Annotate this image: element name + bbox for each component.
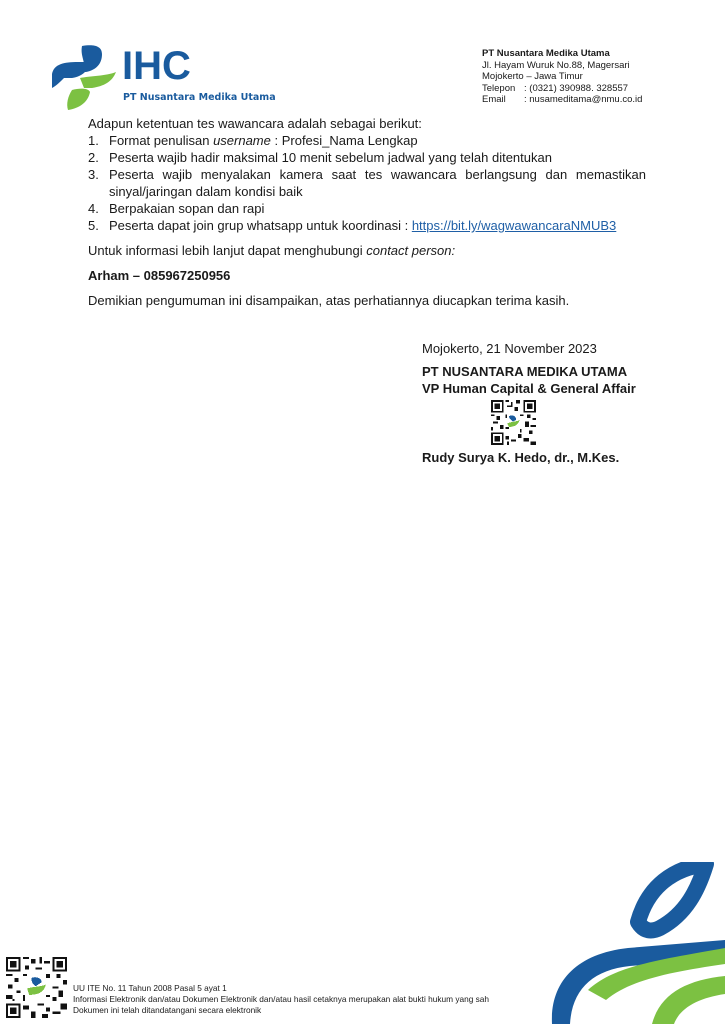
ihc-logo-icon (50, 42, 120, 112)
address-line-2: Mojokerto – Jawa Timur (482, 71, 583, 83)
signer-name: Rudy Surya K. Hedo, dr., M.Kes. (422, 450, 620, 465)
rule-item (88, 166, 646, 200)
info-prefix: Untuk informasi lebih lanjut dapat menghubungi (88, 243, 367, 258)
rule-number: 1. (88, 133, 99, 148)
info-text (88, 242, 646, 259)
rule-text-suffix: : Profesi_Nama Lengkap (270, 133, 418, 148)
rule-item (88, 200, 646, 217)
rule-number: 3. (88, 167, 99, 182)
rule-number: 5. (88, 218, 99, 233)
rule-text: Format penulisan (109, 133, 214, 148)
rule-text: Peserta wajib menyalakan kamera saat tes wawancara berlangsung dan memastikan sinyal/jaringan dalam kondisi baik (109, 167, 646, 199)
rule-item (88, 217, 646, 234)
email-label: Email (482, 94, 506, 106)
signature-block (422, 340, 636, 397)
rule-number: 4. (88, 201, 99, 216)
info-italic: contact person: (366, 243, 456, 258)
logo-subtitle: PT Nusantara Medika Utama (123, 92, 276, 103)
rule-text: Peserta dapat join grup whatsapp untuk koordinasi : (109, 218, 412, 233)
signature-position: VP Human Capital & General Affair (422, 381, 636, 396)
signature-qr-code-icon (491, 400, 536, 445)
phone-row (482, 83, 642, 95)
rule-text: Peserta wajib hadir maksimal 10 menit sebelum jadwal yang telah ditentukan (109, 150, 552, 165)
phone-label: Telepon (482, 82, 516, 94)
logo-wordmark: IHC (122, 44, 191, 88)
rule-italic-text: username (213, 133, 271, 148)
closing-text: Demikian pengumuman ini disampaikan, atas perhatiannya diucapkan terima kasih. (88, 293, 570, 308)
rules-list (88, 132, 646, 234)
contact-person: Arham – 085967250956 (88, 268, 231, 283)
company-name: PT Nusantara Medika Utama (482, 48, 610, 59)
rule-text: Berpakaian sopan dan rapi (109, 201, 265, 216)
place-date: Mojokerto, 21 November 2023 (422, 341, 597, 356)
company-address-block (482, 48, 642, 106)
footer-legal-text (73, 983, 489, 1015)
rule-item (88, 132, 646, 149)
phone-value: : (0321) 390988. 328557 (524, 82, 629, 94)
letter-body (88, 115, 646, 309)
footer-line-1: UU ITE No. 11 Tahun 2008 Pasal 5 ayat 1 (73, 983, 227, 993)
footer-line-2: Informasi Elektronik dan/atau Dokumen Elektronik dan/atau hasil cetaknya merupakan alat bukti hukum yang sah (73, 993, 489, 1004)
signature-company: PT NUSANTARA MEDIKA UTAMA (422, 364, 628, 379)
email-row (482, 94, 642, 106)
rule-number: 2. (88, 150, 99, 165)
footer-qr-code-icon (6, 957, 67, 1018)
whatsapp-group-link[interactable]: https://bit.ly/wagwawancaraNMUB3 (411, 218, 617, 233)
decorative-leaf-graphic (548, 862, 725, 1024)
company-logo (50, 42, 276, 112)
rule-item (88, 149, 646, 166)
email-value: : nusameditama@nmu.co.id (524, 94, 643, 106)
address-line-1: Jl. Hayam Wuruk No.88, Magersari (482, 59, 630, 71)
intro-text: Adapun ketentuan tes wawancara adalah sebagai berikut: (88, 116, 422, 131)
footer-line-3: Dokumen ini telah ditandatangani secara elektronik (73, 1004, 262, 1015)
